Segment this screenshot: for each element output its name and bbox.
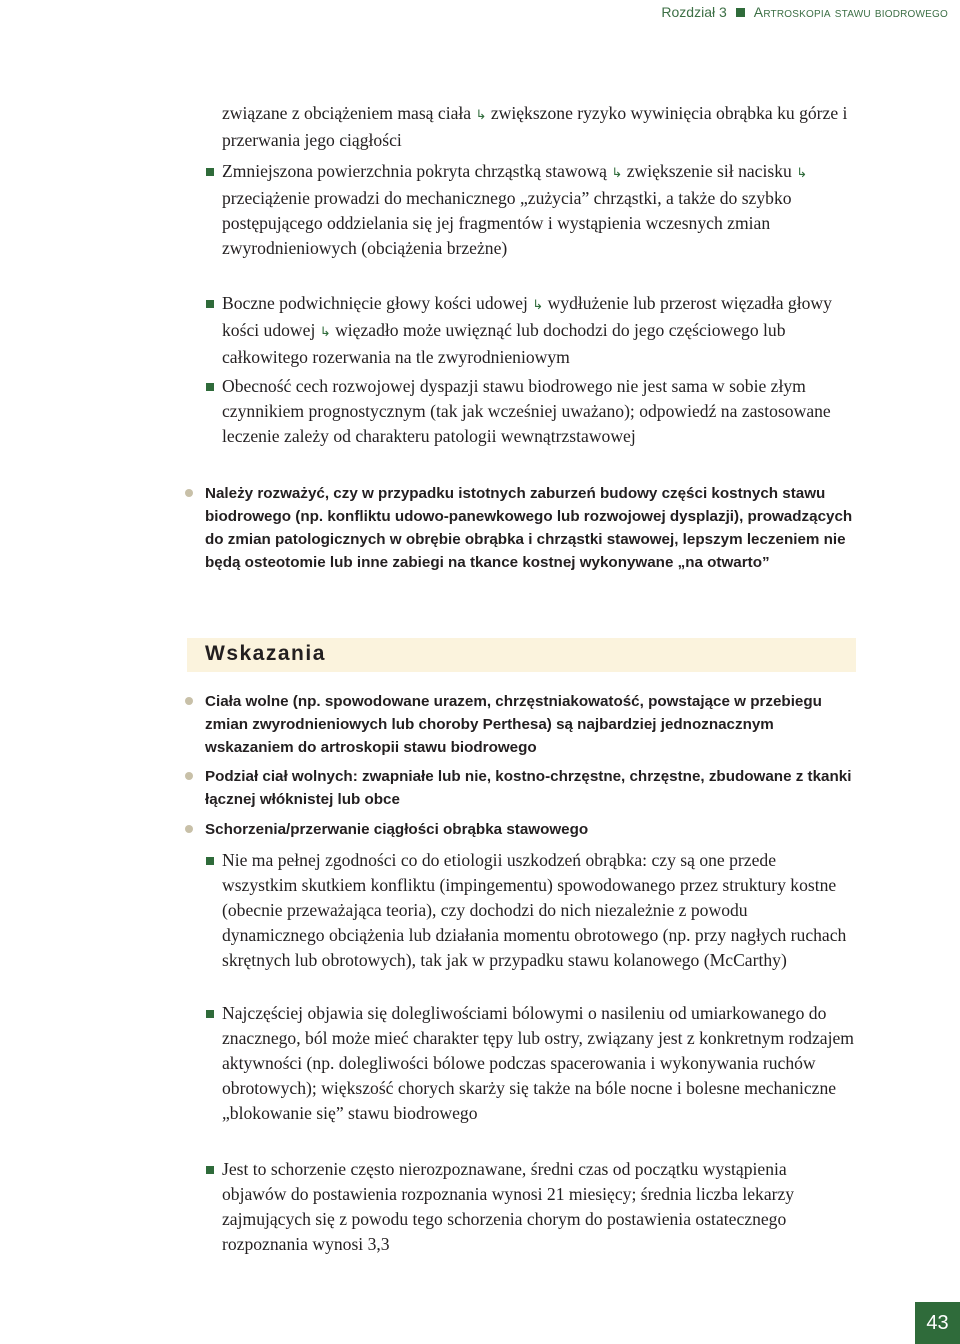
arrow-icon: ↳ <box>532 298 544 313</box>
round-bullet-icon <box>185 697 193 705</box>
square-bullet-icon <box>206 300 214 308</box>
list-item: Zmniejszona powierzchnia pokryta chrząstką stawową ↳ zwiększenie sił nacisku ↳ przeciążenie prowadzi do mechanicznego „zużycia” chrząstki, a także do szybko postępującego oddzielania się jej fragmentów i wystąpienia wczesnych zmian zwyrodnieniowych (obciążenia brzeżne) <box>222 159 854 261</box>
sub-list-item: Najczęściej objawia się dolegliwościami bólowymi o nasileniu od umiarkowanego do znacznego, ból może mieć charakter tępy lub ostry, związany jest z konkretnym rodzajem aktywności (np. dolegliwości bólowe podczas spacerowania i wykonywania ruchów obrotowych); większość chorych skarży się także na bóle nocne i bolesne mechaniczne „blokowanie się” stawu biodrowego <box>222 1001 854 1126</box>
header-square-icon <box>736 8 745 17</box>
section-header-band <box>187 638 856 672</box>
sub-list-item: Nie ma pełnej zgodności co do etiologii uszkodzeń obrąbka: czy są one przede wszystkim skutkiem konfliktu (impingementu) spowodowanego przez struktury kostne (obecnie przeważająca teoria), czy dochodzi do nich niezależnie z powodu dynamicznego obciążenia lub działania momentu obrotowego (np. przy nagłych ruchach skrętnych lub obrotowych), tak jak w przypadku stawu kolanowego (McCarthy) <box>222 848 854 973</box>
page-number: 43 <box>915 1302 960 1344</box>
list-item: Obecność cech rozwojowej dyspazji stawu biodrowego nie jest sama w sobie złym czynnikiem prognostycznym (tak jak wcześniej uważano); odpowiedź na zastosowane leczenie zależy od charakteru patologii wewnątrzstawowej <box>222 374 854 449</box>
bold-note: Należy rozważyć, czy w przypadku istotnych zaburzeń budowy części kostnych stawu biodrowego (np. konfliktu udowo-panewkowego lub rozwojowej dysplazji), prowadzących do zmian patologicznych w obrębie obrąbka i chrząstki stawowej, lepszym leczeniem nie będą osteotomie lub inne zabiegi na tkance kostnej wykonywane „na otwarto” <box>205 482 855 574</box>
square-bullet-icon <box>206 1166 214 1174</box>
arrow-icon: ↳ <box>796 166 808 181</box>
continuation-text: związane z obciążeniem masą ciała ↳ zwiększone ryzyko wywinięcia obrąbka ku górze i przerwania jego ciągłości <box>222 103 848 150</box>
indication-item: Ciała wolne (np. spowodowane urazem, chrzęstniakowatość, powstające w przebiegu zmian zwyrodnieniowych lub choroby Perthesa) są najbardziej jednoznacznym wskazaniem do artroskopii stawu biodrowego <box>205 690 855 759</box>
chapter-title: Artroskopia stawu biodrowego <box>753 4 948 20</box>
running-header <box>661 0 960 24</box>
arrow-icon: ↳ <box>319 325 331 340</box>
square-bullet-icon <box>206 168 214 176</box>
section-title: Wskazania <box>205 642 326 665</box>
chapter-label: Rozdział 3 <box>661 4 727 20</box>
arrow-icon: ↳ <box>611 166 623 181</box>
round-bullet-icon <box>185 772 193 780</box>
arrow-icon: ↳ <box>475 108 487 123</box>
sub-list-item: Jest to schorzenie często nierozpoznawane, średni czas od początku wystąpienia objawów do postawienia rozpoznania wynosi 21 miesięcy; średnia liczba lekarzy zajmujących się z powodu tego schorzenia chorym do postawienia ostatecznego rozpoznania wynosi 3,3 <box>222 1157 854 1257</box>
square-bullet-icon <box>206 383 214 391</box>
list-item: Boczne podwichnięcie głowy kości udowej ↳ wydłużenie lub przerost więzadła głowy kości udowej ↳ więzadło może uwięznąć lub dochodzi do jego częściowego lub całkowitego rozerwania na tle zwyrodnieniowym <box>222 291 854 370</box>
round-bullet-icon <box>185 825 193 833</box>
indication-item: Podział ciał wolnych: zwapniałe lub nie, kostno-chrzęstne, chrzęstne, zbudowane z tkanki łącznej włóknistej lub obce <box>205 765 855 811</box>
square-bullet-icon <box>206 857 214 865</box>
round-bullet-icon <box>185 489 193 497</box>
square-bullet-icon <box>206 1010 214 1018</box>
indication-item: Schorzenia/przerwanie ciągłości obrąbka stawowego <box>205 818 855 841</box>
